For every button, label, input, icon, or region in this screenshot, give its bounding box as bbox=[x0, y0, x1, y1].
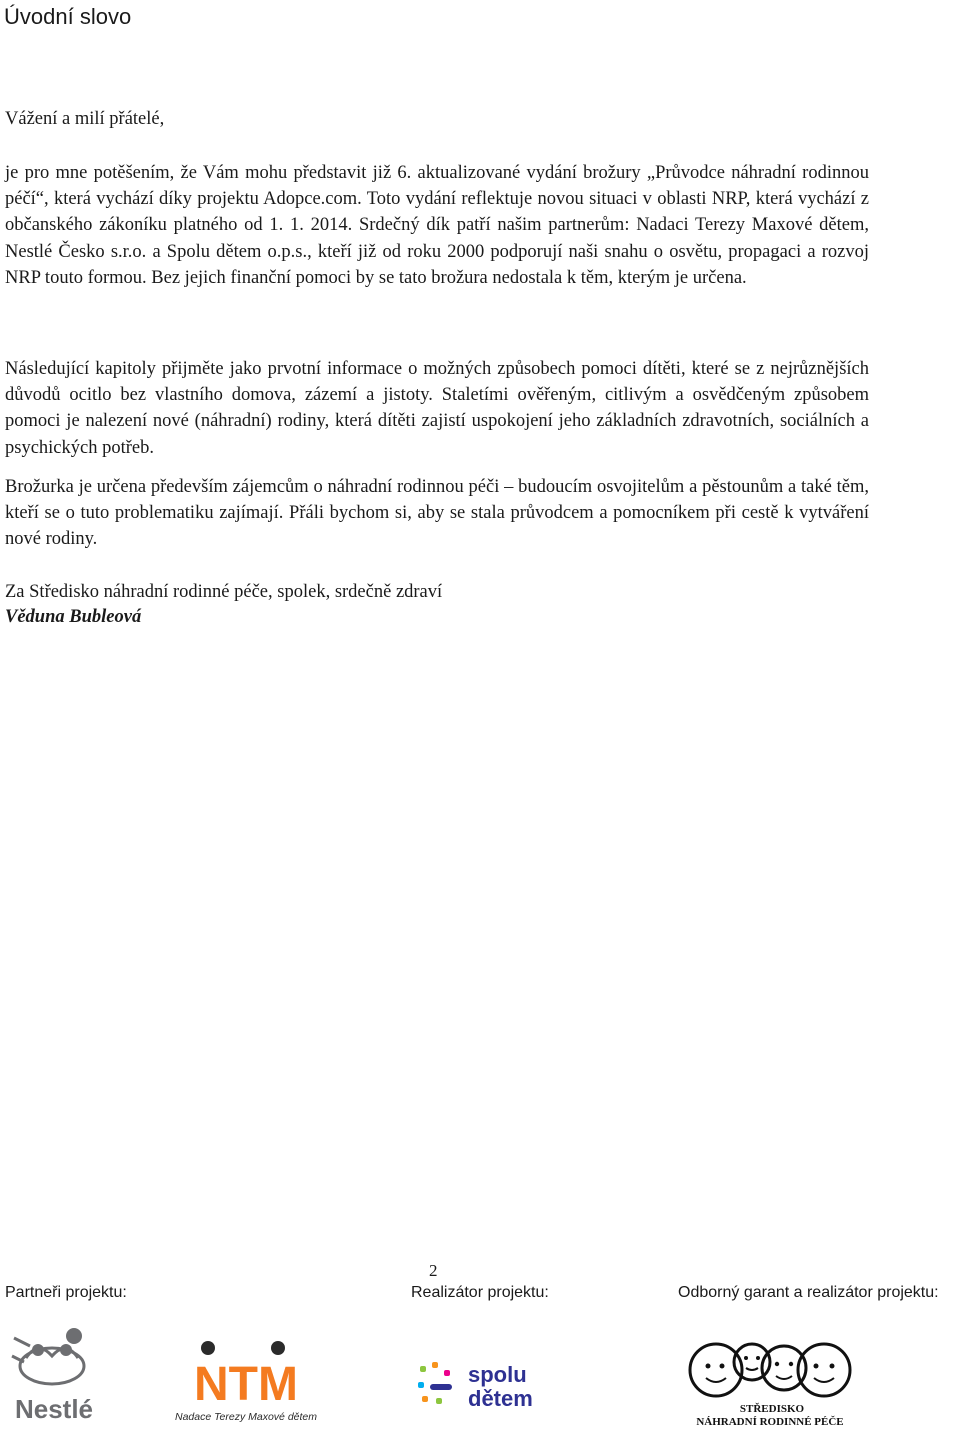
ntm-mark: NTM bbox=[194, 1358, 298, 1411]
spolu-detem-logo bbox=[416, 1360, 566, 1412]
nestle-wordmark: Nestlé bbox=[14, 1394, 94, 1424]
paragraph-intro: je pro mne potěšením, že Vám mohu představit již 6. aktualizované vydání brožury „Průvodce náhradní rodinnou péčí“, která vychází díky projektu Adopce.com. Toto vydání reflektuje novou situaci v oblasti NRP, která vychází z občanského zákoníku platného od 1. 1. 2014. Srdečný dík patří našim partnerům: Nadaci Terezy Maxové dětem, Nestlé Česko s.r.o. a Spolu dětem o.p.s., kteří již od roku 2000 podporují naši snahu o osvětu, propagaci a rozvoj NRP touto formou. Bez jejich finanční pomoci by se tato brožura nedostala k těm, kterým je určena. bbox=[5, 163, 869, 288]
ntm-logo bbox=[162, 1336, 330, 1426]
spolu-line2: dětem bbox=[468, 1386, 533, 1411]
greeting: Vážení a milí přátelé, bbox=[5, 109, 165, 129]
spolu-line1: spolu bbox=[468, 1362, 527, 1387]
stredisko-line1: STŘEDISKO bbox=[739, 1403, 805, 1415]
ntm-caption: Nadace Terezy Maxové dětem bbox=[174, 1411, 318, 1423]
stredisko-line2: NÁHRADNÍ RODINNÉ PÉČE bbox=[696, 1416, 844, 1428]
nestle-logo bbox=[8, 1326, 100, 1424]
guarantor-label: Odborný garant a realizátor projektu: bbox=[678, 1284, 939, 1301]
page-number: 2 bbox=[429, 1261, 438, 1280]
signature-name: Věduna Bubleová bbox=[5, 607, 142, 627]
stredisko-logo bbox=[684, 1334, 860, 1428]
page-title: Úvodní slovo bbox=[4, 4, 132, 29]
partners-label: Partneři projektu: bbox=[5, 1284, 127, 1301]
implementer-label: Realizátor projektu: bbox=[411, 1284, 549, 1301]
paragraph-chapters: Následující kapitoly přijměte jako prvotní informace o možných způsobech pomoci dítěti, které se z nejrůznějších důvodů ocitlo bez vlastního domova, zázemí a jistoty. Staletími ověřeným, citlivým a osvědčeným způsobem pomoci je nalezení nové (náhradní) rodiny, která dítěti zajistí uspokojení jeho základních zdravotních, sociálních a psychických potřeb. bbox=[5, 359, 869, 458]
signature-line: Za Středisko náhradní rodinné péče, spolek, srdečně zdraví bbox=[5, 582, 443, 602]
paragraph-audience: Brožurka je určena především zájemcům o náhradní rodinnou péči – budoucím osvojitelům a pěstounům a také těm, kteří se o tuto problematiku zajímají. Přáli bychom si, aby se stala průvodcem a pomocníkem při cestě k vytváření nové rodiny. bbox=[5, 477, 869, 550]
